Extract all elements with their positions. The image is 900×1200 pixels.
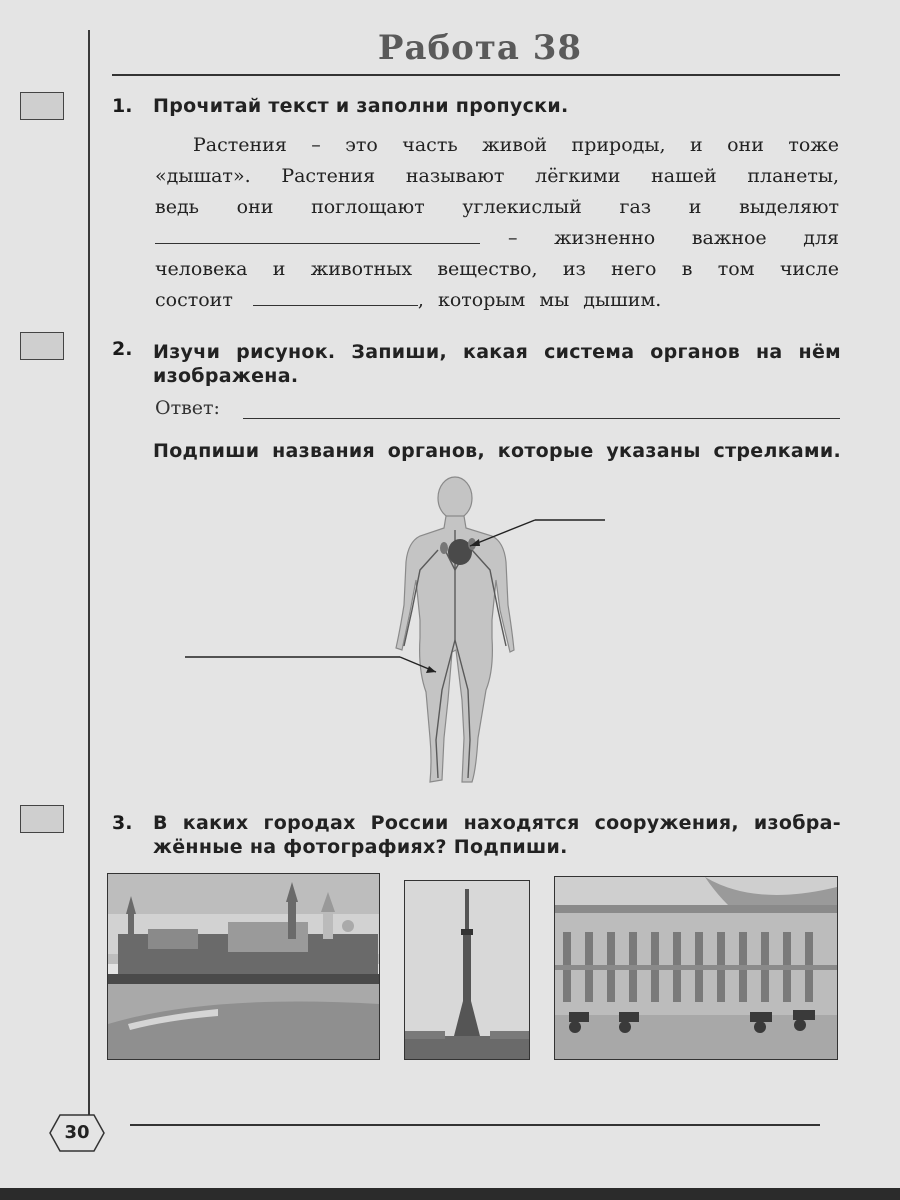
bottom-rule: [130, 1124, 820, 1126]
task-2-instruction: изображена.: [153, 365, 299, 387]
answer-label: Ответ:: [155, 397, 220, 419]
task-1-line: ведь они поглощают углекислый газ и выделяют: [155, 196, 839, 218]
circulatory-system-illustration: [180, 470, 610, 800]
page-title: Работа 38: [377, 28, 583, 68]
photo-winter-palace: [554, 876, 838, 1060]
task-1-number: 1.: [112, 95, 133, 117]
task-3-instruction: В каких городах России находятся сооружения, изобра-: [153, 812, 841, 834]
score-box-task-2[interactable]: [20, 332, 64, 360]
task-3-number: 3.: [112, 812, 133, 834]
answer-line[interactable]: [243, 418, 840, 419]
photo-tv-tower: [404, 880, 530, 1060]
task-1-line: состоит: [155, 289, 233, 311]
task-3-instruction: жённые на фотографиях? Подпиши.: [153, 836, 568, 858]
task-1-line: «дышат». Растения называют лёгкими нашей планеты,: [155, 165, 839, 187]
task-2-number: 2.: [112, 338, 133, 360]
task-2-instruction: Изучи рисунок. Запиши, какая система органов на нём: [153, 341, 841, 363]
fill-blank-1[interactable]: [155, 225, 480, 244]
score-box-task-3[interactable]: [20, 805, 64, 833]
task-1-line: , которым мы дышим.: [417, 289, 662, 311]
fill-blank-2[interactable]: [253, 287, 418, 306]
task-1-line: человека и животных вещество, из него в том числе: [155, 258, 839, 280]
photo-kremlin: [107, 873, 380, 1060]
task-1-line: Растения – это часть живой природы, и они тоже: [193, 134, 839, 156]
score-box-task-1[interactable]: [20, 92, 64, 120]
task-2-sub-instruction: Подпиши названия органов, которые указаны стрелками.: [153, 440, 841, 462]
task-1-text: [155, 130, 839, 316]
margin-line: [88, 30, 90, 1120]
page-number-badge: [48, 1113, 106, 1153]
task-1-line: – жизненно важное для: [508, 227, 839, 249]
task-1-instruction: Прочитай текст и заполни пропуски.: [153, 95, 569, 117]
task-1-line-with-blank: [155, 285, 839, 316]
title-rule: [112, 74, 840, 76]
page-edge: [0, 1188, 900, 1200]
page-number: 30: [64, 1122, 90, 1143]
task-1-line-with-blank: [155, 223, 839, 254]
